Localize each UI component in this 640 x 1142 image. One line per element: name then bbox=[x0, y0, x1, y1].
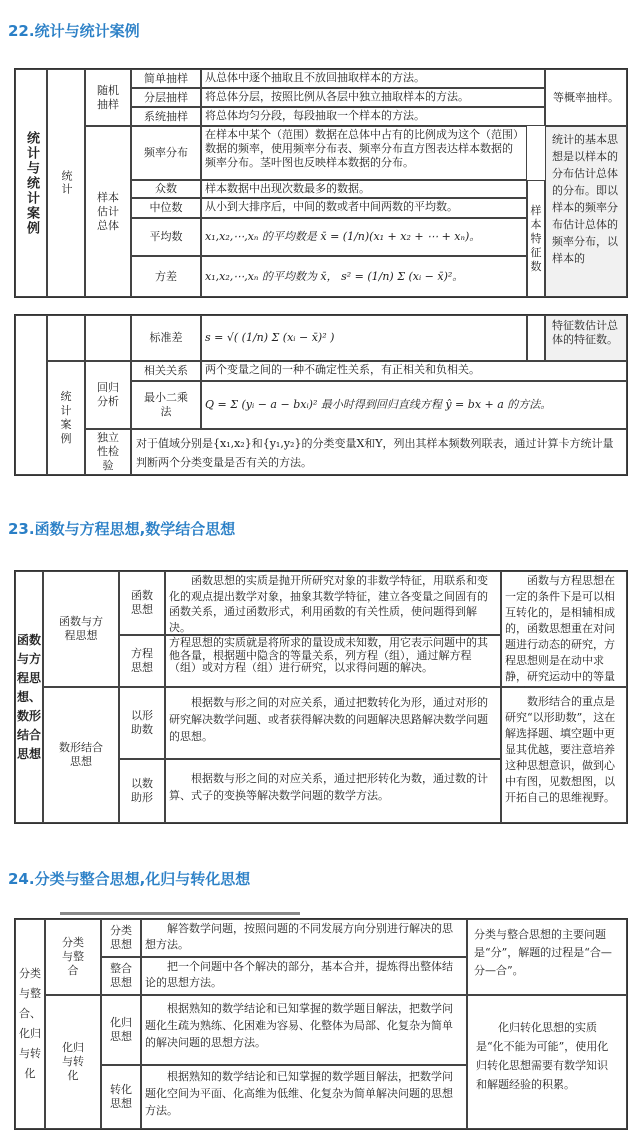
hg-desc: 根据熟知的数学结论和已知掌握的数学题目解法，把数学问题化生疏为熟练、化困难为容易、化整体为局部、化复杂为简单的解决问题的思想方法。 bbox=[141, 995, 467, 1065]
corr-desc: 两个变量之间的一种不确定性关系，有正相关和负相关。 bbox=[201, 361, 627, 381]
sys-desc: 将总体均匀分段，每段抽取一个样本的方法。 bbox=[201, 107, 545, 126]
reg-label: 回归分析 bbox=[85, 361, 131, 429]
classify-transform-table bbox=[14, 918, 628, 1130]
strat-label: 分层抽样 bbox=[131, 88, 201, 107]
fe-note: 函数与方程思想在一定的条件下是可以相互转化的，是相辅相成的，函数思想重在对问题进行动态的研究，方程思想则是在动中求静，研究运动中的等量 bbox=[501, 571, 627, 687]
sub-label: 统计 bbox=[47, 69, 85, 297]
cz-label: 分类与整合 bbox=[45, 919, 101, 995]
simple-label: 简单抽样 bbox=[131, 69, 201, 88]
fe-main-label: 函数与方程思想、数形结合思想 bbox=[15, 571, 43, 823]
simple-desc: 从总体中逐个抽取且不放回抽取样本的方法。 bbox=[201, 69, 545, 88]
eq-label: 方程思想 bbox=[119, 635, 165, 687]
ct-main-label: 分类与整合、化归与转化 bbox=[15, 919, 45, 1129]
var-formula: x₁,x₂,⋯,xₙ 的平均数为 x̄， s² = (1/n) Σ (xᵢ − x̄)²。 bbox=[201, 256, 527, 297]
sxzs-label: 以形助数 bbox=[119, 687, 165, 759]
strat-desc: 将总体分层，按照比例从各层中独立抽取样本的方法。 bbox=[201, 88, 545, 107]
empty-col-sub bbox=[47, 315, 85, 361]
func-desc: 函数思想的实质是抛开所研究对象的非数学特征，用联系和变化的观点提出数学对象，抽象其数学特征，建立各变量之间固有的函数关系，通过函数形式，利用函数的有关性质，使问题得到解决。 bbox=[165, 571, 501, 635]
median-desc: 从小到大排序后，中间的数或者中间两数的平均数。 bbox=[201, 198, 527, 218]
stats-table-part1 bbox=[14, 68, 628, 298]
zh-label: 转化思想 bbox=[101, 1065, 141, 1129]
var-label: 方差 bbox=[131, 256, 201, 297]
stats-table-part2 bbox=[14, 314, 628, 476]
ls-formula: Q = Σ (yᵢ − a − bxᵢ)² 最小时得到回归直线方程 ŷ = bx + a 的方法。 bbox=[201, 381, 627, 429]
digit-label: 样本特征数 bbox=[527, 180, 545, 297]
zh-desc: 根据熟知的数学结论和已知掌握的数学题目解法，把数学问题化空间为平面、化高维为低维、化复杂为简单解决问题的思想方法。 bbox=[141, 1065, 467, 1129]
indep-label: 独立性检验 bbox=[85, 429, 131, 475]
function-equation-table bbox=[14, 570, 628, 824]
std-label: 标准差 bbox=[131, 315, 201, 361]
hz-note: 化归转化思想的实质是“化不能为可能”，使用化归转化思想需要有数学知识和解题经验的积累。 bbox=[467, 995, 627, 1129]
cz-note: 分类与整合思想的主要问题是“分”，解题的过程是“合—分—合”。 bbox=[467, 919, 627, 995]
sys-label: 系统抽样 bbox=[131, 107, 201, 126]
freq-desc: 在样本中某个（范围）数据在总体中占有的比例成为这个（范围）数据的频率，使用频率分布表、频率分布直方图表达样本数据的频率分布。茎叶图也反映样本数据的分布。 bbox=[201, 126, 527, 180]
estimate-label: 样本估计总体 bbox=[85, 126, 131, 297]
std-note: 特征数估计总体的特征数。 bbox=[545, 315, 627, 361]
mean-label: 平均数 bbox=[131, 218, 201, 256]
ysz-label: 以数助形 bbox=[119, 759, 165, 823]
mode-desc: 样本数据中出现次数最多的数据。 bbox=[201, 180, 527, 198]
sxzs-desc: 根据数与形之间的对应关系，通过把数转化为形，通过对形的研究解决数学问题、或者获得解决数的问题解决思路解决数学问题的思想。 bbox=[165, 687, 501, 759]
section-23-title: 23.函数与方程思想,数学结合思想 bbox=[8, 520, 236, 538]
scan-artifact-line bbox=[60, 912, 300, 915]
case-label: 统计案例 bbox=[47, 361, 85, 475]
freq-label: 频率分布 bbox=[131, 126, 201, 180]
int-label: 整合思想 bbox=[101, 957, 141, 995]
nf-note: 数形结合的重点是研究“以形助数”，这在解选择题、填空题中更显其优越，要注意培养这种思想意识，做到心中有图，见数想图，以开拓自己的思维视野。 bbox=[501, 687, 627, 823]
std-formula: s = √( (1/n) Σ (xᵢ − x̄)² ) bbox=[201, 315, 527, 361]
median-label: 中位数 bbox=[131, 198, 201, 218]
section-22-title: 22.统计与统计案例 bbox=[8, 22, 140, 40]
func-label: 函数思想 bbox=[119, 571, 165, 635]
ysz-desc: 根据数与形之间的对应关系，通过把形转化为数，通过数的计算、式子的变换等解决数学问题的数学方法。 bbox=[165, 759, 501, 823]
int-desc: 把一个问题中各个解决的部分，基本合并，提炼得出整体结论的思想方法。 bbox=[141, 957, 467, 995]
cls-desc: 解答数学问题，按照问题的不同发展方向分别进行解决的思想方法。 bbox=[141, 919, 467, 957]
hz-label: 化归与转化 bbox=[45, 995, 101, 1129]
empty-col-cat bbox=[85, 315, 131, 361]
std-col-blank bbox=[527, 315, 545, 361]
sampling-label: 随机抽样 bbox=[85, 69, 131, 126]
section-24-title: 24.分类与整合思想,化归与转化思想 bbox=[8, 870, 251, 888]
equal-prob-note: 等概率抽样。 bbox=[545, 69, 627, 126]
nf-label: 数形结合思想 bbox=[43, 687, 119, 823]
cls-label: 分类思想 bbox=[101, 919, 141, 957]
fe-label: 函数与方程思想 bbox=[43, 571, 119, 687]
empty-col-main bbox=[15, 315, 47, 475]
mode-label: 众数 bbox=[131, 180, 201, 198]
basic-idea-note: 统计的基本思想是以样本的分布估计总体的分布。即以样本的频率分布估计总体的频率分布，以样本的 bbox=[545, 126, 627, 297]
indep-desc: 对于值域分别是{x₁,x₂}和{y₁,y₂}的分类变量X和Y，列出其样本频数列联表，通过计算卡方统计量判断两个分类变量是否有关的方法。 bbox=[131, 429, 627, 475]
main-label: 统计与统计案例 bbox=[15, 69, 47, 297]
corr-label: 相关关系 bbox=[131, 361, 201, 381]
ls-label: 最小二乘法 bbox=[131, 381, 201, 429]
eq-desc: 方程思想的实质就是将所求的量设成未知数，用它表示问题中的其他各量，根据题中隐含的等量关系，列方程（组），通过解方程（组）或对方程（组）进行研究，以求得问题的解决。 bbox=[165, 635, 501, 687]
mean-formula: x₁,x₂,⋯,xₙ 的平均数是 x̄ = (1/n)(x₁ + x₂ + ⋯ + xₙ)。 bbox=[201, 218, 527, 256]
hg-label: 化归思想 bbox=[101, 995, 141, 1065]
